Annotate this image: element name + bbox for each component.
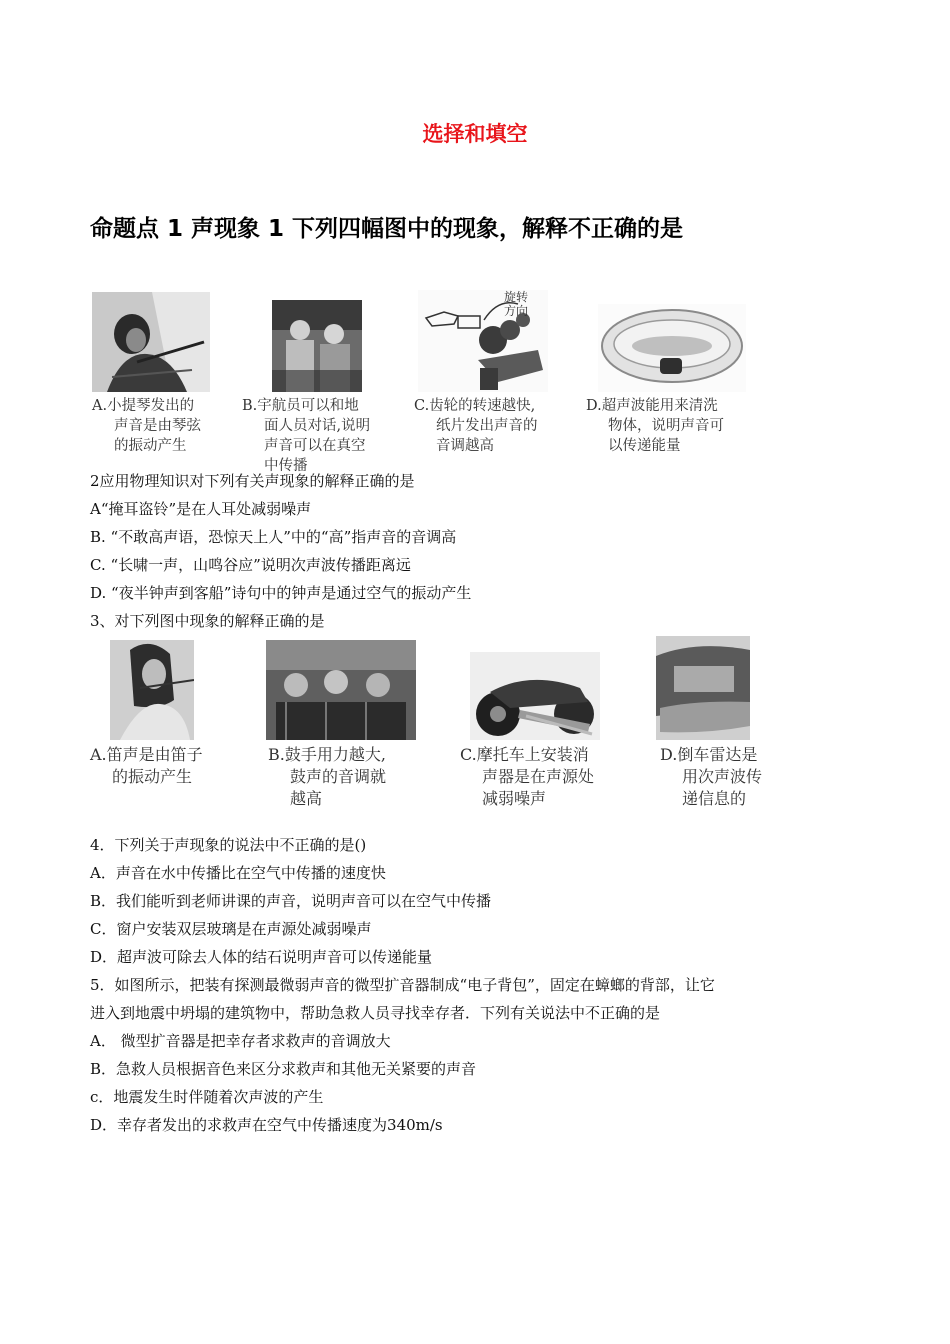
q3-caption-c: C.摩托车上安装消 声器是在声源处 减弱噪声: [460, 745, 595, 808]
q1-caption-d: D.超声波能用来清洗 物体，说明声音可 以传递能量: [586, 398, 724, 454]
question-5-stem-line-2: 进入到地震中坍塌的建筑物中，帮助急救人员寻找幸存者．下列有关说法中不正确的是: [90, 1004, 661, 1022]
q1-caption-b: B.宇航员可以和地 面人员对话,说明 声音可以在真空 中传播: [242, 398, 371, 474]
question-5-option-b: B．急救人员根据音色来区分求救声和其他无关紧要的声音: [90, 1060, 477, 1078]
question-3-figure: [88, 636, 788, 806]
question-2-option-c: C. “长啸一声，山鸣谷应”说明次声波传播距离远: [90, 556, 411, 574]
question-2-stem: 2应用物理知识对下列有关声现象的解释正确的是: [90, 472, 415, 490]
question-5-stem-line-1: 5．如图所示，把装有探测最微弱声音的微型扩音器制成“电子背包”，固定在蟑螂的背部，让它: [90, 976, 715, 994]
gear-sketch: [418, 290, 548, 392]
question-5-option-a: A． 微型扩音器是把幸存者求救声的音调放大: [90, 1032, 391, 1050]
rotation-direction-label: 旋转 方向: [504, 290, 529, 318]
violinist-photo: [92, 292, 210, 392]
q1-caption-c: C.齿轮的转速越快, 纸片发出声音的 音调越高: [414, 398, 538, 454]
q1-caption-a: A.小提琴发出的 声音是由琴弦 的振动产生: [92, 398, 201, 454]
question-4-stem: 4．下列关于声现象的说法中不正确的是(): [90, 836, 367, 854]
question-1-heading: 命题点 1 声现象 1 下列四幅图中的现象，解释不正确的是: [90, 216, 684, 242]
question-2-option-a: A“掩耳盗铃”是在人耳处减弱噪声: [90, 500, 312, 518]
question-3-stem: 3、对下列图中现象的解释正确的是: [90, 612, 325, 630]
drummer-photo: [266, 640, 416, 740]
question-4-option-d: D．超声波可除去人体的结石说明声音可以传递能量: [90, 948, 433, 966]
question-2-option-d: D. “夜半钟声到客船”诗句中的钟声是通过空气的振动产生: [90, 584, 472, 602]
q3-caption-b: B.鼓手用力越大, 鼓声的音调就 越高: [268, 745, 387, 808]
question-2-option-b: B. “不敢高声语，恐惊天上人”中的“高”指声音的音调高: [90, 528, 457, 546]
ultrasonic-cleaner-photo: [598, 304, 746, 392]
question-4-option-a: A．声音在水中传播比在空气中传播的速度快: [90, 864, 386, 882]
question-1-figure: [88, 290, 748, 474]
question-5-option-c: c．地震发生时伴随着次声波的产生: [90, 1088, 324, 1106]
question-5-option-d: D．幸存者发出的求救声在空气中传播速度为340m/s: [90, 1116, 443, 1134]
flute-player-photo: [110, 640, 194, 740]
question-4-option-b: B．我们能听到老师讲课的声音，说明声音可以在空气中传播: [90, 892, 492, 910]
car-rear-photo: [656, 636, 750, 740]
motorcycle-photo: [470, 652, 600, 740]
astronauts-photo: [272, 300, 362, 392]
q3-caption-d: D.倒车雷达是 用次声波传 递信息的: [660, 745, 763, 808]
page-title: 选择和填空: [422, 122, 528, 146]
q3-caption-a: A.笛声是由笛子 的振动产生: [90, 745, 203, 786]
question-4-option-c: C．窗户安装双层玻璃是在声源处减弱噪声: [90, 920, 372, 938]
